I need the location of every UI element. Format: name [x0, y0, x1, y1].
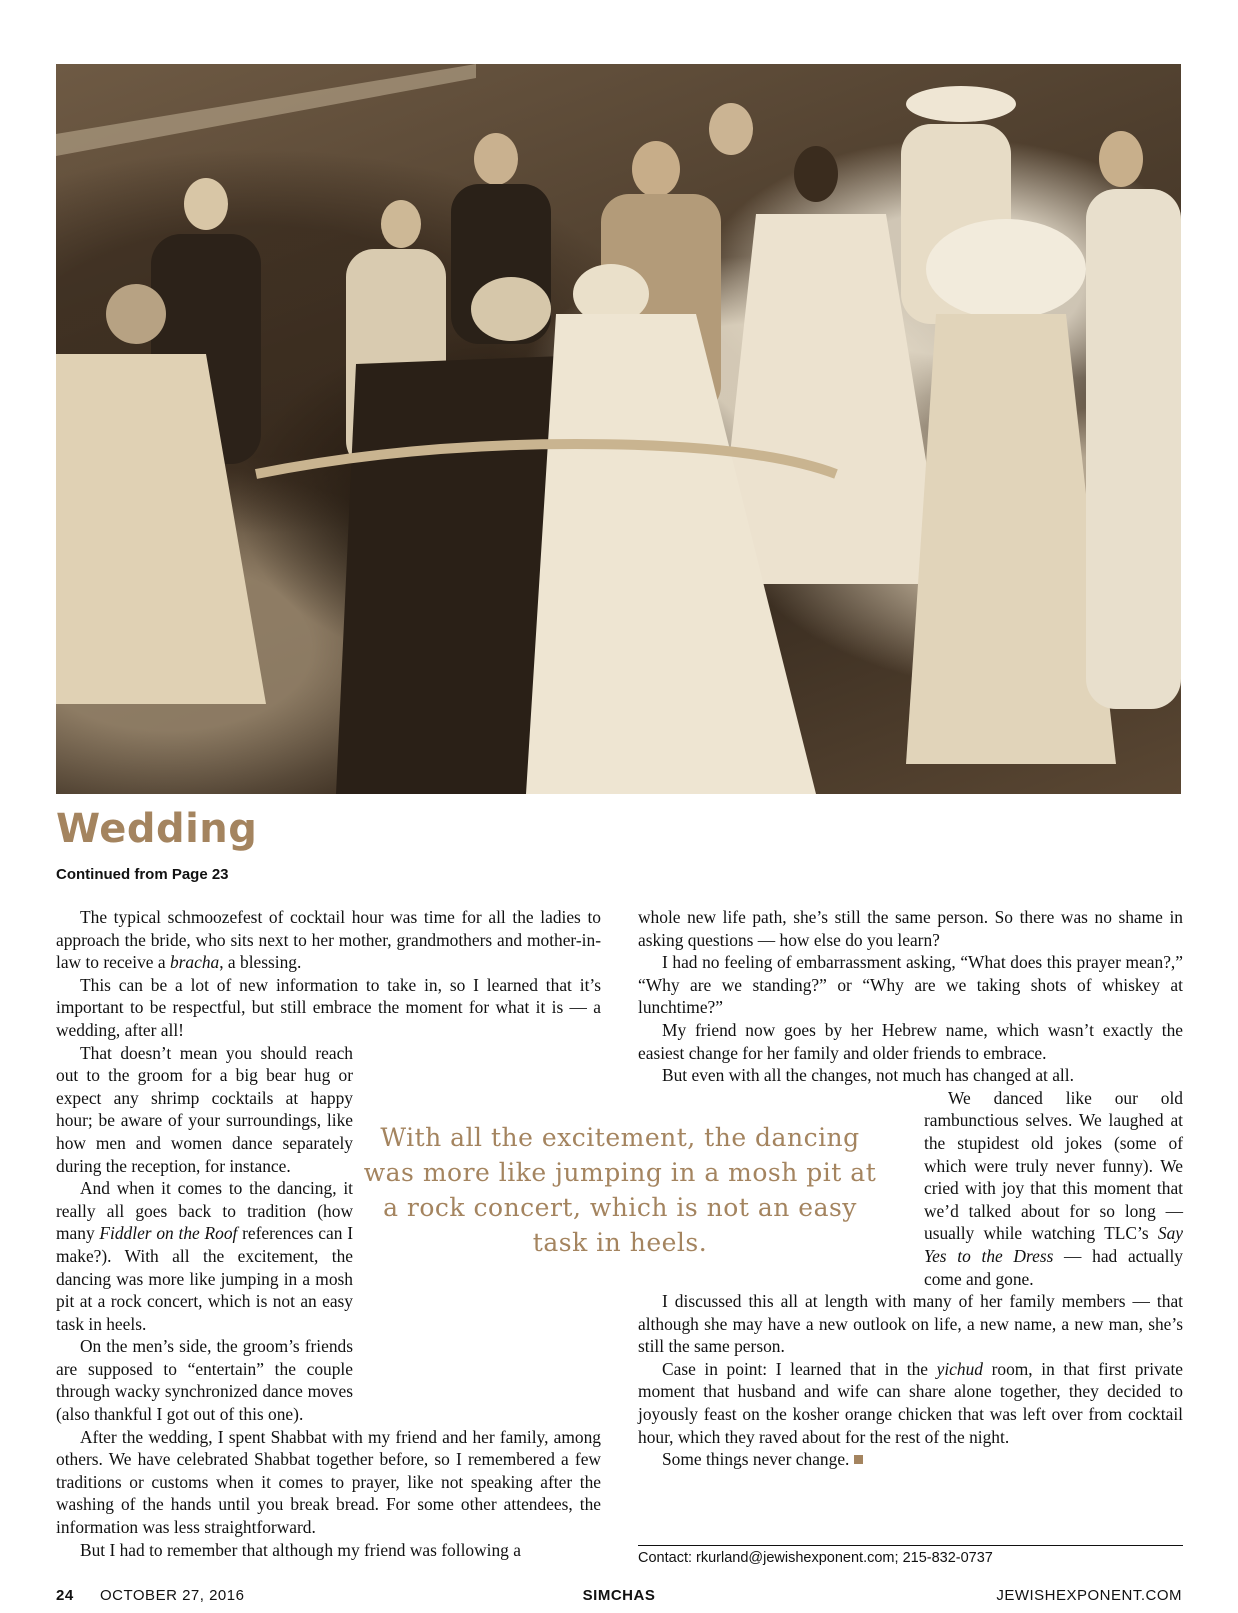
paragraph: And when it comes to the dancing, it really all goes back to tradition (how many Fiddler on the Roof references can I make?). With all the excitement, the dancing was more like jumping in a mosh pit at a rock concert, which is not an easy task in heels.	[56, 1178, 353, 1334]
paragraph: Some things never change.	[638, 1448, 1183, 1471]
footer-section: SIMCHAS	[582, 1587, 656, 1604]
contact-divider	[638, 1545, 1183, 1546]
paragraph: I had no feeling of embarrassment asking, “What does this prayer mean?,” “Why are we standing?” or “Why are we taking shots of whiskey at lunchtime?”	[638, 952, 1183, 1018]
footer-date: OCTOBER 27, 2016	[100, 1587, 245, 1604]
paragraph: I discussed this all at length with many of her family members — that although she may have a new outlook on life, a new name, a new man, she’s still the same person.	[638, 1291, 1183, 1357]
paragraph: That doesn’t mean you should reach out to the groom for a big bear hug or expect any shrimp cocktails at happy hour; be aware of your surroundings, like how men and women dance separately during the reception, for instance.	[56, 1042, 353, 1176]
paragraph: My friend now goes by her Hebrew name, which wasn’t exactly the easiest change for her family and older friends to embrace.	[638, 1019, 1183, 1063]
continued-from-label: Continued from Page 23	[56, 866, 229, 883]
footer-website: JEWISHEXPONENT.COM	[996, 1587, 1182, 1604]
paragraph: The typical schmoozefest of cocktail hour was time for all the ladies to approach the bride, who sits next to her mother, grandmothers and mother-in-law to receive a bracha, a blessing.	[56, 907, 601, 973]
footer-page-number: 24	[56, 1587, 74, 1604]
photo-wedding-circle-dance	[56, 64, 1181, 794]
end-mark-icon	[854, 1455, 863, 1464]
paragraph: On the men’s side, the groom’s friends are supposed to “entertain” the couple through wacky synchronized dance moves (also thankful I got out of this one).	[56, 1336, 353, 1425]
paragraph: But I had to remember that although my friend was following a	[80, 1539, 521, 1560]
photo-figures	[56, 64, 1181, 794]
paragraph: After the wedding, I spent Shabbat with my friend and her family, among others. We have celebrated Shabbat together before, so I remembered a few traditions or customs when it comes to prayer, like not speaking after the washing of the hands until you break bread. For some other attendees, the information was less straightforward.	[56, 1426, 601, 1538]
paragraph: We danced like our old rambunctious selves. We laughed at the stupidest old jokes (some of which were truly never funny). We cried with joy that this moment that we’d talked about for so long — usually while watching TLC’s Say Yes to the Dress — had actually come and gone.	[924, 1087, 1183, 1289]
paragraph: But even with all the changes, not much has changed at all.	[662, 1065, 1074, 1086]
contact-line: Contact: rkurland@jewishexponent.com; 215-832-0737	[638, 1550, 993, 1566]
paragraph: Case in point: I learned that in the yichud room, in that first private moment that husband and wife can share alone together, they decided to joyously feast on the kosher orange chicken that was left over from cocktail hour, which they raved about for the rest of the night.	[638, 1358, 1183, 1447]
pull-quote: With all the excitement, the dancing was more like jumping in a mosh pit at a rock concert, which is not an easy task in heels.	[363, 1123, 877, 1257]
article-headline: Wedding	[56, 806, 258, 852]
paragraph: This can be a lot of new information to take in, so I learned that it’s important to be respectful, but still embrace the moment for what it is — a wedding, after all!	[56, 974, 601, 1040]
paragraph: whole new life path, she’s still the same person. So there was no shame in asking questions — how else do you learn?	[638, 907, 1183, 950]
